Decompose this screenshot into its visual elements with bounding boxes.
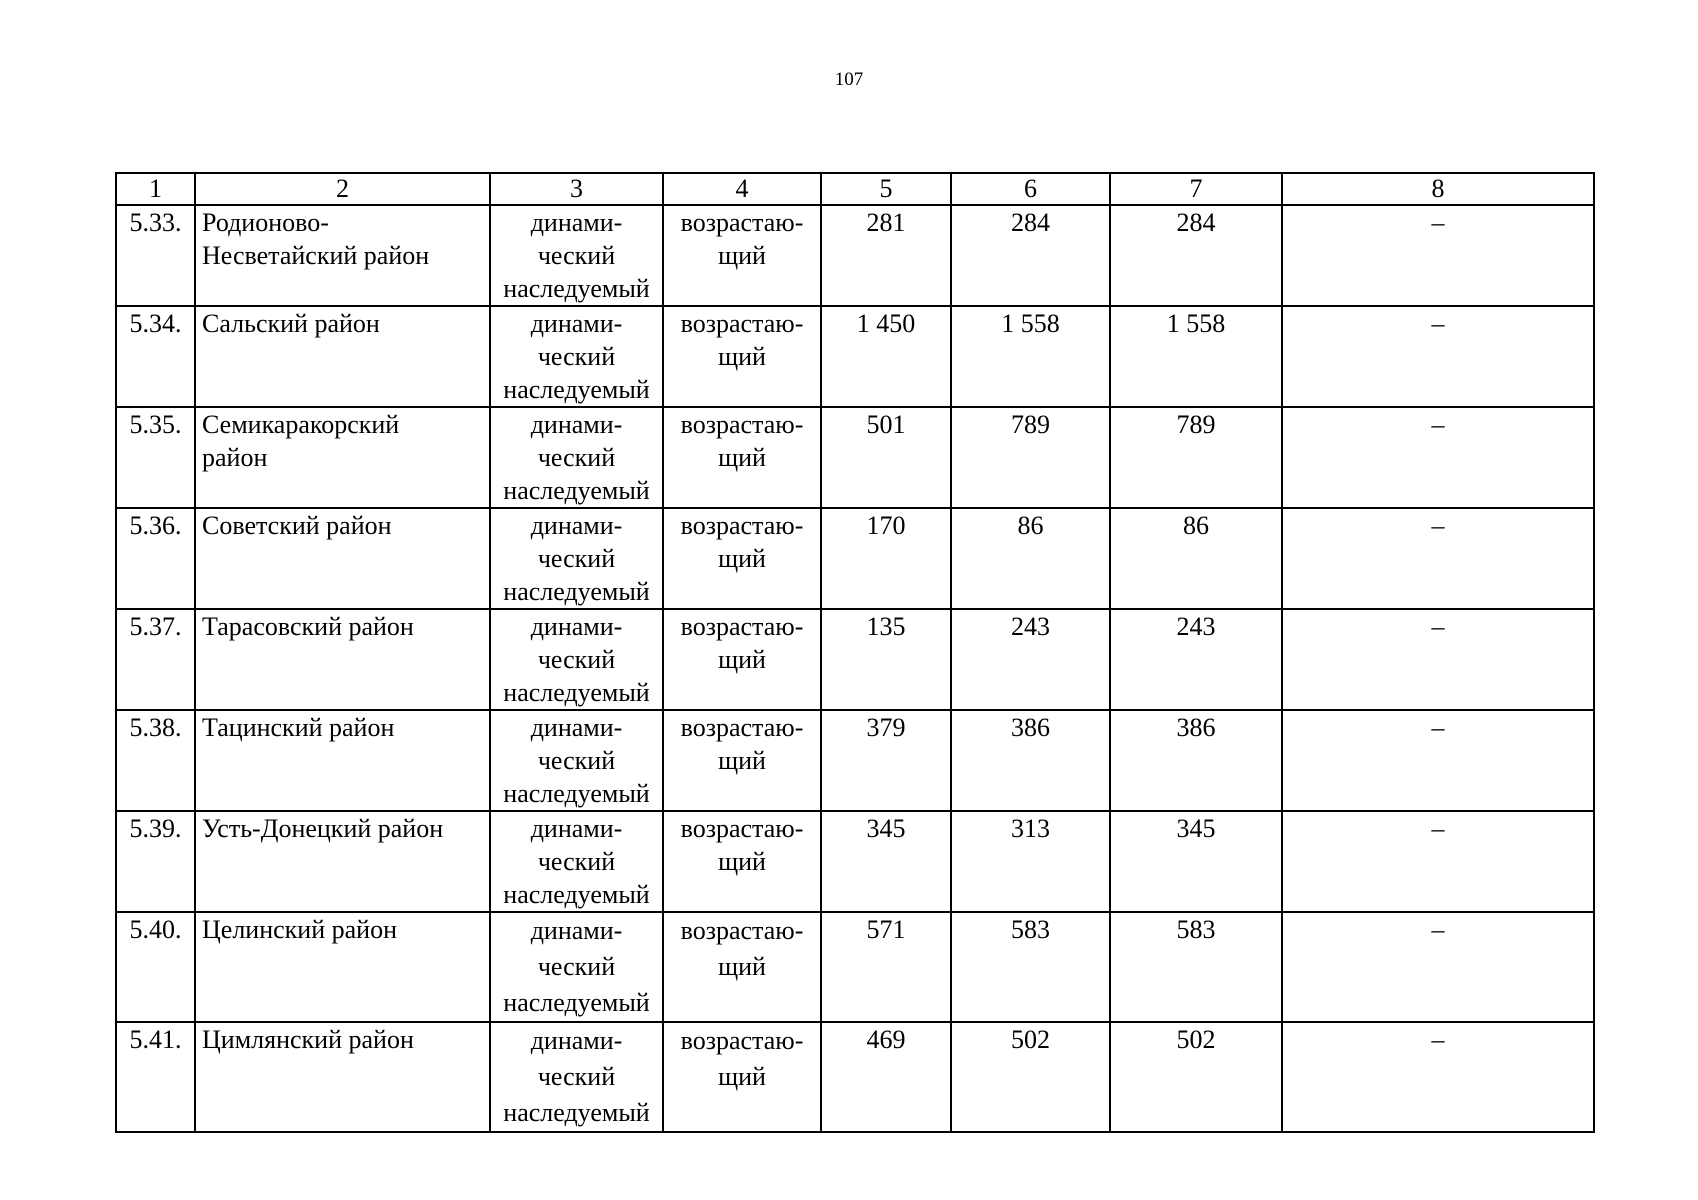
value-c5: 281 bbox=[821, 205, 951, 306]
value-c5: 501 bbox=[821, 407, 951, 508]
row-number: 5.41. bbox=[116, 1022, 195, 1132]
district-name bbox=[195, 205, 490, 306]
table-body bbox=[116, 173, 1594, 1132]
trend-line: щий bbox=[718, 746, 766, 775]
value-c5: 469 bbox=[821, 1022, 951, 1132]
header-row bbox=[116, 173, 1594, 205]
value-c7: 502 bbox=[1110, 1022, 1282, 1132]
indicator-type-line: наследуемый bbox=[503, 988, 650, 1017]
trend bbox=[663, 306, 821, 407]
indicator-type-line: ческий bbox=[537, 847, 616, 876]
header-cell-8: 8 bbox=[1282, 173, 1594, 205]
district-name bbox=[195, 912, 490, 1022]
value-c6: 1 558 bbox=[951, 306, 1110, 407]
table-row bbox=[116, 710, 1594, 811]
header-cell-4: 4 bbox=[663, 173, 821, 205]
row-number: 5.38. bbox=[116, 710, 195, 811]
value-c5: 379 bbox=[821, 710, 951, 811]
value-c8: – bbox=[1282, 912, 1594, 1022]
table-row bbox=[116, 407, 1594, 508]
trend-line: возрастаю- bbox=[680, 410, 804, 439]
district-name-line: Целинский район bbox=[202, 915, 397, 944]
data-table bbox=[115, 172, 1595, 1133]
value-c6: 313 bbox=[951, 811, 1110, 912]
indicator-type bbox=[490, 508, 663, 609]
row-number: 5.36. bbox=[116, 508, 195, 609]
indicator-type-line: ческий bbox=[537, 952, 616, 981]
table-row bbox=[116, 306, 1594, 407]
district-name bbox=[195, 1022, 490, 1132]
indicator-type-line: наследуемый bbox=[503, 577, 650, 606]
indicator-type-line: динами- bbox=[530, 511, 623, 540]
trend-line: возрастаю- bbox=[680, 713, 804, 742]
indicator-type-line: ческий bbox=[537, 241, 616, 270]
header-cell-1: 1 bbox=[116, 173, 195, 205]
indicator-type-line: наследуемый bbox=[503, 476, 650, 505]
trend-line: щий bbox=[718, 241, 766, 270]
district-name bbox=[195, 407, 490, 508]
row-number: 5.39. bbox=[116, 811, 195, 912]
trend-line: возрастаю- bbox=[680, 208, 804, 237]
indicator-type-line: ческий bbox=[537, 443, 616, 472]
value-c6: 386 bbox=[951, 710, 1110, 811]
district-name-line: Цимлянский район bbox=[202, 1025, 414, 1054]
trend bbox=[663, 407, 821, 508]
indicator-type-line: ческий bbox=[537, 1062, 616, 1091]
value-c8: – bbox=[1282, 306, 1594, 407]
value-c5: 571 bbox=[821, 912, 951, 1022]
indicator-type-line: ческий bbox=[537, 645, 616, 674]
indicator-type-line: наследуемый bbox=[503, 880, 650, 909]
row-number: 5.35. bbox=[116, 407, 195, 508]
trend bbox=[663, 508, 821, 609]
indicator-type bbox=[490, 609, 663, 710]
trend bbox=[663, 1022, 821, 1132]
trend-line: возрастаю- bbox=[680, 309, 804, 338]
district-name bbox=[195, 508, 490, 609]
trend-line: возрастаю- bbox=[680, 511, 804, 540]
table-row bbox=[116, 912, 1594, 1022]
indicator-type-line: ческий bbox=[537, 342, 616, 371]
trend bbox=[663, 710, 821, 811]
table-row bbox=[116, 609, 1594, 710]
trend-line: щий bbox=[718, 443, 766, 472]
value-c8: – bbox=[1282, 710, 1594, 811]
indicator-type-line: наследуемый bbox=[503, 375, 650, 404]
district-name-line: Семикаракорский bbox=[202, 410, 400, 439]
district-name-line: район bbox=[202, 443, 268, 472]
indicator-type-line: динами- bbox=[530, 1026, 623, 1055]
indicator-type-line: наследуемый bbox=[503, 1098, 650, 1127]
value-c8: – bbox=[1282, 508, 1594, 609]
value-c5: 170 bbox=[821, 508, 951, 609]
header-cell-6: 6 bbox=[951, 173, 1110, 205]
indicator-type-line: динами- bbox=[530, 814, 623, 843]
trend-line: щий bbox=[718, 952, 766, 981]
trend bbox=[663, 609, 821, 710]
row-number: 5.33. bbox=[116, 205, 195, 306]
table-row bbox=[116, 508, 1594, 609]
table-row bbox=[116, 1022, 1594, 1132]
indicator-type bbox=[490, 205, 663, 306]
value-c6: 583 bbox=[951, 912, 1110, 1022]
trend-line: щий bbox=[718, 847, 766, 876]
table-row bbox=[116, 205, 1594, 306]
value-c6: 502 bbox=[951, 1022, 1110, 1132]
row-number: 5.34. bbox=[116, 306, 195, 407]
value-c8: – bbox=[1282, 811, 1594, 912]
row-number: 5.37. bbox=[116, 609, 195, 710]
trend bbox=[663, 912, 821, 1022]
trend-line: возрастаю- bbox=[680, 916, 804, 945]
trend-line: возрастаю- bbox=[680, 612, 804, 641]
trend bbox=[663, 205, 821, 306]
indicator-type-line: наследуемый bbox=[503, 274, 650, 303]
district-name-line: Усть-Донецкий район bbox=[202, 814, 444, 843]
value-c7: 583 bbox=[1110, 912, 1282, 1022]
value-c8: – bbox=[1282, 407, 1594, 508]
district-name-line: Родионово- bbox=[202, 208, 329, 237]
indicator-type-line: ческий bbox=[537, 746, 616, 775]
district-name-line: Сальский район bbox=[202, 309, 380, 338]
value-c5: 135 bbox=[821, 609, 951, 710]
indicator-type-line: наследуемый bbox=[503, 779, 650, 808]
indicator-type bbox=[490, 407, 663, 508]
table-row bbox=[116, 811, 1594, 912]
trend-line: щий bbox=[718, 1062, 766, 1091]
indicator-type bbox=[490, 306, 663, 407]
trend-line: возрастаю- bbox=[680, 1026, 804, 1055]
indicator-type-line: ческий bbox=[537, 544, 616, 573]
district-name-line: Советский район bbox=[202, 511, 392, 540]
trend-line: щий bbox=[718, 342, 766, 371]
district-name-line: Несветайский район bbox=[202, 241, 430, 270]
value-c5: 345 bbox=[821, 811, 951, 912]
district-name-line: Тацинский район bbox=[202, 713, 395, 742]
indicator-type-line: динами- bbox=[530, 713, 623, 742]
indicator-type bbox=[490, 811, 663, 912]
header-cell-7: 7 bbox=[1110, 173, 1282, 205]
value-c7: 1 558 bbox=[1110, 306, 1282, 407]
value-c6: 86 bbox=[951, 508, 1110, 609]
indicator-type-line: динами- bbox=[530, 916, 623, 945]
indicator-type-line: динами- bbox=[530, 208, 623, 237]
value-c5: 1 450 bbox=[821, 306, 951, 407]
value-c8: – bbox=[1282, 1022, 1594, 1132]
indicator-type bbox=[490, 710, 663, 811]
value-c7: 789 bbox=[1110, 407, 1282, 508]
value-c6: 284 bbox=[951, 205, 1110, 306]
indicator-type-line: динами- bbox=[530, 309, 623, 338]
header-cell-2: 2 bbox=[195, 173, 490, 205]
value-c7: 243 bbox=[1110, 609, 1282, 710]
indicator-type bbox=[490, 1022, 663, 1132]
trend-line: возрастаю- bbox=[680, 814, 804, 843]
indicator-type-line: наследуемый bbox=[503, 678, 650, 707]
header-cell-3: 3 bbox=[490, 173, 663, 205]
district-name bbox=[195, 306, 490, 407]
value-c6: 789 bbox=[951, 407, 1110, 508]
value-c8: – bbox=[1282, 205, 1594, 306]
value-c7: 284 bbox=[1110, 205, 1282, 306]
indicator-type bbox=[490, 912, 663, 1022]
header-cell-5: 5 bbox=[821, 173, 951, 205]
value-c6: 243 bbox=[951, 609, 1110, 710]
district-name bbox=[195, 609, 490, 710]
trend-line: щий bbox=[718, 645, 766, 674]
district-name bbox=[195, 710, 490, 811]
value-c8: – bbox=[1282, 609, 1594, 710]
value-c7: 86 bbox=[1110, 508, 1282, 609]
district-name-line: Тарасовский район bbox=[202, 612, 414, 641]
trend-line: щий bbox=[718, 544, 766, 573]
indicator-type-line: динами- bbox=[530, 410, 623, 439]
page-number: 107 bbox=[834, 69, 864, 90]
district-name bbox=[195, 811, 490, 912]
value-c7: 386 bbox=[1110, 710, 1282, 811]
row-number: 5.40. bbox=[116, 912, 195, 1022]
value-c7: 345 bbox=[1110, 811, 1282, 912]
trend bbox=[663, 811, 821, 912]
indicator-type-line: динами- bbox=[530, 612, 623, 641]
